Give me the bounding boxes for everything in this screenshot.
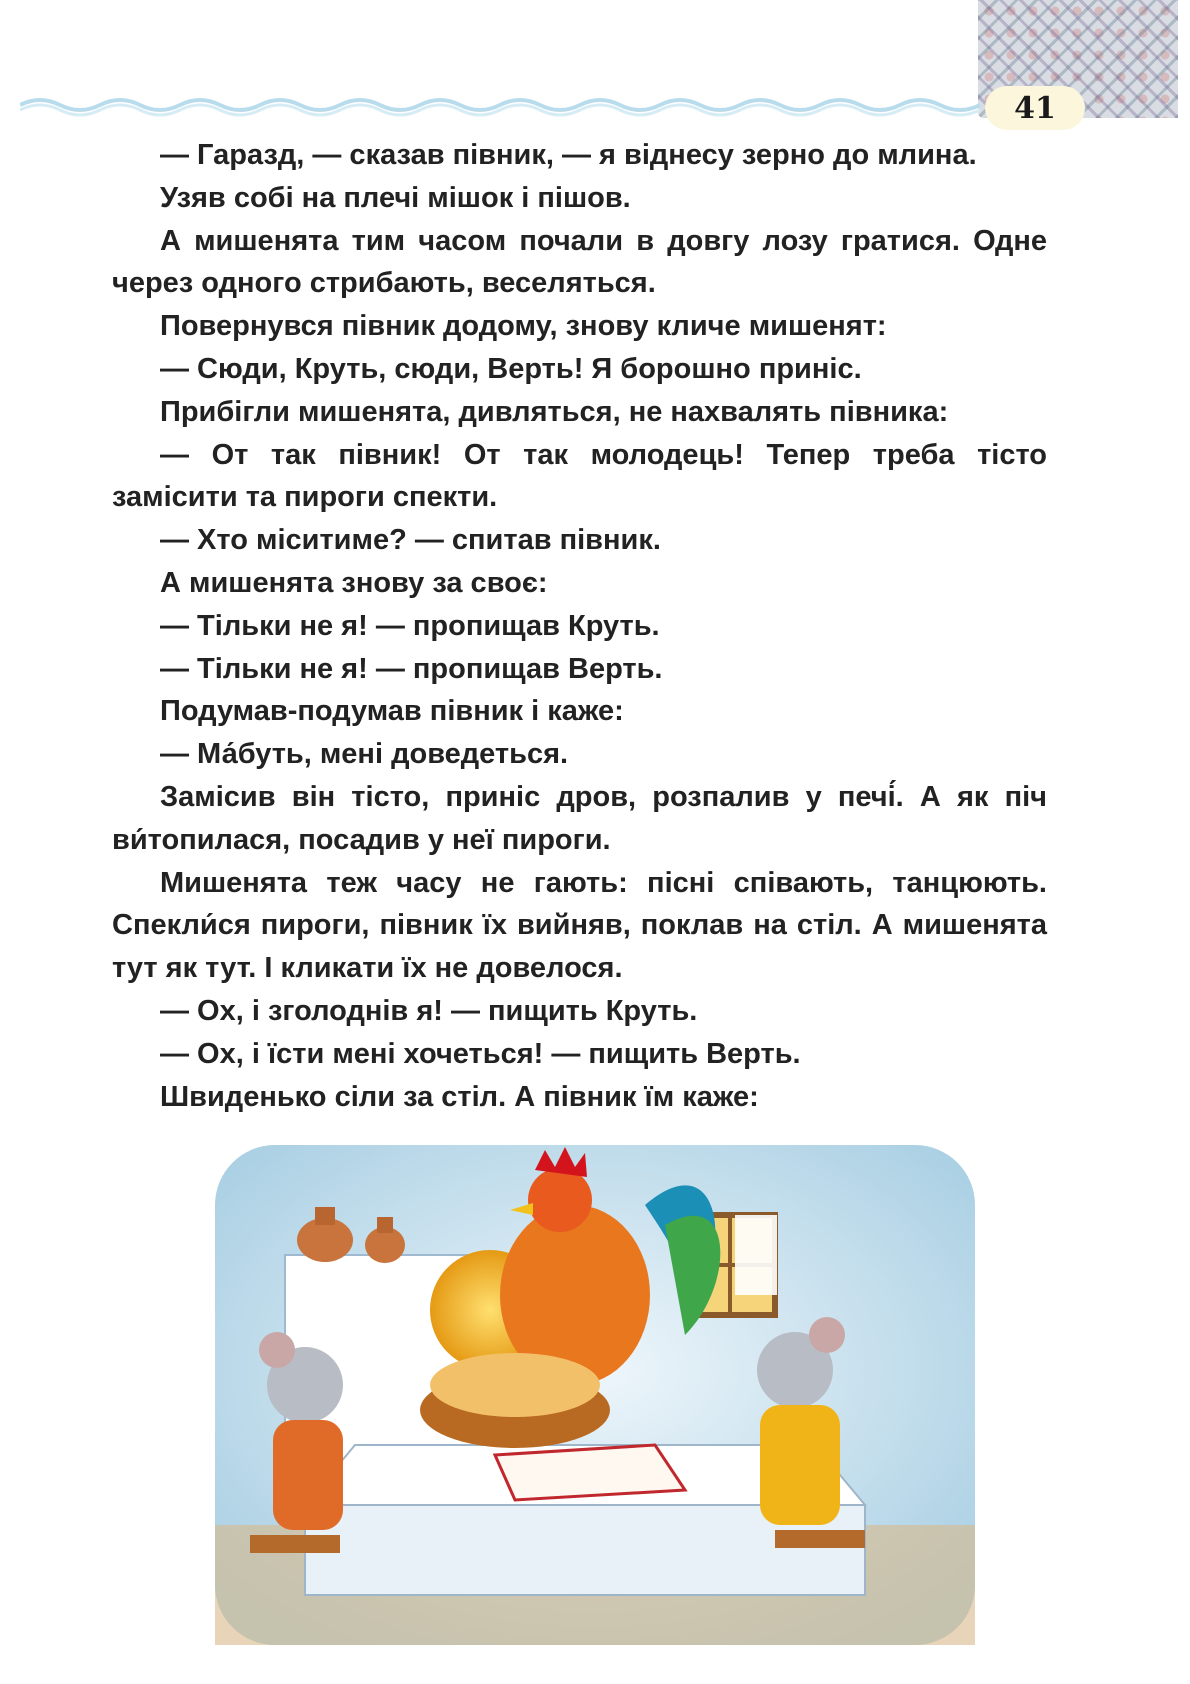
story-paragraph: — Хто міситиме? — спитав півник. — [160, 524, 661, 557]
story-paragraph: Узяв собі на плечі мішок і пішов. — [160, 181, 631, 214]
story-text — [112, 134, 1047, 1118]
story-paragraph: — От так півник! От так молодець! Тепер треба тісто замісити та пироги спекти. — [112, 438, 1047, 514]
pies — [430, 1353, 600, 1417]
mouse-left-ear — [259, 1332, 295, 1368]
story-paragraph: А мишенята знову за своє: — [160, 566, 548, 599]
mouse-left-body — [273, 1420, 343, 1530]
clay-jug-neck — [315, 1207, 335, 1225]
stool-right — [775, 1530, 865, 1548]
mouse-right-body — [760, 1405, 840, 1525]
story-paragraph: Замісив він тісто, приніс дров, розпалив у печі́. А як піч ви́топилася, посадив у неї пироги. — [112, 780, 1047, 856]
embroidered-napkin — [495, 1445, 685, 1500]
story-paragraph: — Гаразд, — сказав півник, — я віднесу зерно до млина. — [160, 139, 977, 171]
wave-decoration — [20, 90, 980, 120]
story-paragraph: Повернувся півник додому, знову кличе мишенят: — [160, 310, 887, 343]
page-number-badge — [985, 86, 1085, 130]
story-paragraph: Швиденько сіли за стіл. А півник їм каже: — [160, 1080, 759, 1113]
rooster-head — [528, 1168, 592, 1232]
story-paragraph: — Ох, і їсти мені хочеться! — пищить Верть. — [160, 1037, 801, 1070]
story-paragraph: Прибігли мишенята, дивляться, не нахвалять півника: — [160, 395, 949, 428]
story-paragraph: — Ма́буть, мені доведеться. — [160, 738, 569, 771]
story-paragraph: А мишенята тим часом почали в довгу лозу гратися. Одне через одного стрибають, веселяться. — [112, 224, 1047, 300]
story-paragraph: — Сюди, Круть, сюди, Верть! Я борошно приніс. — [160, 352, 862, 385]
story-paragraph: — Тільки не я! — пропищав Круть. — [160, 609, 660, 642]
story-paragraph: — Тільки не я! — пропищав Верть. — [160, 652, 663, 685]
page-number: 41 — [1014, 90, 1056, 126]
clay-jug-neck — [377, 1217, 393, 1233]
story-paragraph: Подумав-подумав півник і каже: — [160, 695, 624, 728]
stool-left — [250, 1535, 340, 1553]
mouse-right-ear — [809, 1317, 845, 1353]
curtain — [735, 1215, 777, 1295]
story-paragraph: Мишенята теж часу не гають: пісні співають, танцюють. Спекли́ся пироги, півник їх вийняв, поклав на стіл. А мишенята тут як тут. І кликати їх не довелося. — [112, 866, 1047, 985]
story-illustration — [215, 1145, 975, 1645]
story-paragraph: — Ох, і зголоднів я! — пищить Круть. — [160, 994, 698, 1027]
